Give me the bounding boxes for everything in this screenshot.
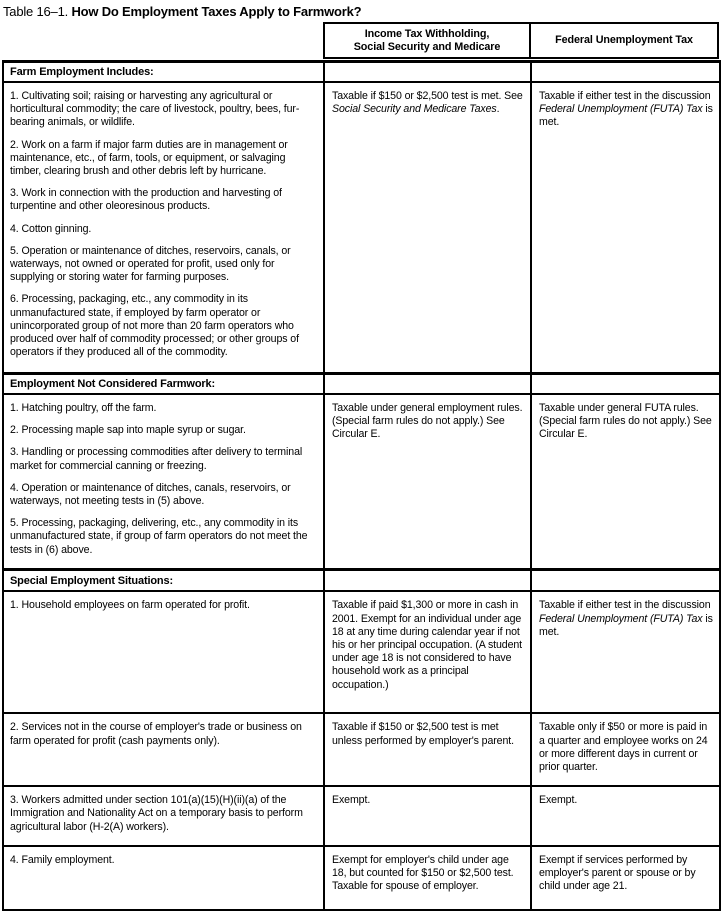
farmwork-item: 6. Processing, packaging, etc., any commodity in its unmanufactured state, if employed by farm operator or unincorporated group of not more than 20 farm operators who produced over half of commodity processed; or other groups of operators if they produced all of the commodity. xyxy=(10,293,299,359)
section-header-row-not-farmwork xyxy=(3,373,720,394)
section-header-not-farmwork: Employment Not Considered Farmwork: xyxy=(3,373,324,394)
farmwork-description-cell xyxy=(3,846,324,910)
farmwork-item: 4. Family employment. xyxy=(10,853,115,866)
empty-cell xyxy=(324,569,531,591)
page xyxy=(0,4,721,911)
cell-text-italic: Federal Unemployment (FUTA) Tax xyxy=(539,103,703,116)
empty-cell xyxy=(531,373,720,394)
futa-cell xyxy=(531,786,720,846)
column-header-futa xyxy=(531,24,717,57)
farmwork-item: 3. Workers admitted under section 101(a)(15)(H)(ii)(a) of the Immigration and Nationality Act on a temporary basis to perform agricultural labor (H-2(A) workers). xyxy=(10,794,303,833)
cell-text-part: . xyxy=(496,103,500,116)
farmwork-description-cell xyxy=(3,786,324,846)
cell-text: Taxable only if $50 or more is paid in a quarter and employee works on 24 or more different days in current or prior quarter. xyxy=(539,721,708,773)
table-number: Table 16–1. xyxy=(3,4,69,19)
cell-text: Exempt if services performed by employer's parent or spouse or by child under age 21. xyxy=(539,853,696,893)
cell-text: Exempt. xyxy=(332,794,371,807)
table-title xyxy=(3,4,721,19)
farmwork-item: 3. Work in connection with the production and harvesting of turpentine and other oleoresinous products. xyxy=(10,187,282,213)
column-header-row xyxy=(323,22,719,59)
income-tax-cell xyxy=(324,394,531,569)
farmwork-item: 2. Services not in the course of employer's trade or business on farm operated for profit (cash payments only). xyxy=(10,721,302,747)
section-header-special-situations: Special Employment Situations: xyxy=(3,569,324,591)
table-row xyxy=(3,82,720,373)
cell-text-part: Taxable if $150 or $2,500 test is met. See xyxy=(332,90,523,102)
farmwork-item: 1. Household employees on farm operated for profit. xyxy=(10,599,250,612)
table-title-text: How Do Employment Taxes Apply to Farmwork? xyxy=(71,4,362,19)
income-tax-cell xyxy=(324,786,531,846)
cell-text-italic: Social Security and Medicare Taxes xyxy=(332,103,497,116)
cell-text-italic: Federal Unemployment (FUTA) Tax xyxy=(539,612,703,625)
farmwork-description-cell xyxy=(3,394,324,569)
cell-text-part: Taxable if either test in the discussion xyxy=(539,90,711,102)
income-tax-cell xyxy=(324,82,531,373)
cell-text: Exempt. xyxy=(539,794,578,807)
cell-text-part: is met. xyxy=(539,612,713,638)
section-header-row-farm-employment xyxy=(3,62,720,83)
section-header-farm-employment: Farm Employment Includes: xyxy=(3,62,324,83)
empty-cell xyxy=(531,569,720,591)
income-tax-cell xyxy=(324,846,531,910)
table-row xyxy=(3,591,720,713)
cell-text: Taxable under general employment rules. (Special farm rules do not apply.) See Circular E. xyxy=(332,402,523,441)
column-header-futa-line1: Federal Unemployment Tax xyxy=(555,34,693,46)
futa-cell xyxy=(531,82,720,373)
cell-text: Taxable under general FUTA rules. (Special farm rules do not apply.) See Circular E. xyxy=(539,402,712,441)
cell-text: Exempt for employer's child under age 18, but counted for $150 or $2,500 test. Taxable for spouse of employer. xyxy=(332,853,514,893)
farmwork-item: 5. Processing, packaging, delivering, etc., any commodity in its unmanufactured state, if group of farm operators do not meet the tests in (6) above. xyxy=(10,517,308,556)
farmwork-description-cell xyxy=(3,591,324,713)
column-header-income-tax-line2: Social Security and Medicare xyxy=(353,40,501,53)
cell-text xyxy=(539,90,713,130)
table-row xyxy=(3,786,720,846)
cell-text: Taxable if paid $1,300 or more in cash in 2001. Exempt for an individual under age 18 at any time during calendar year if not his or her principal occupation. (A student under age 18 is not considered to have household work as a principal occupation.) xyxy=(332,599,523,691)
column-header-income-tax xyxy=(325,24,531,57)
cell-text xyxy=(539,599,713,639)
farmwork-item: 2. Work on a farm if major farm duties are in management or maintenance, etc., of farm, tools, or equipment, or salvaging timber, clearing brush and other debris left by hurricane. xyxy=(10,138,288,178)
table-row xyxy=(3,846,720,910)
income-tax-cell xyxy=(324,591,531,713)
farmwork-item: 3. Handling or processing commodities after delivery to terminal market for commercial canning or freezing. xyxy=(10,446,303,472)
empty-cell xyxy=(324,62,531,83)
empty-cell xyxy=(531,62,720,83)
futa-cell xyxy=(531,713,720,786)
cell-text-part: is met. xyxy=(539,103,713,129)
farmwork-description-cell xyxy=(3,713,324,786)
farmwork-item: 4. Cotton ginning. xyxy=(10,222,92,235)
employment-tax-table xyxy=(2,60,721,911)
column-header-income-tax-line1: Income Tax Withholding, xyxy=(364,27,490,40)
cell-text: Taxable if $150 or $2,500 test is met unless performed by employer's parent. xyxy=(332,721,514,747)
cell-text-part: Taxable if either test in the discussion xyxy=(539,599,711,612)
table-row xyxy=(3,394,720,569)
futa-cell xyxy=(531,394,720,569)
income-tax-cell xyxy=(324,713,531,786)
farmwork-description-cell xyxy=(3,82,324,373)
empty-cell xyxy=(324,373,531,394)
farmwork-item: 1. Cultivating soil; raising or harvesting any agricultural or horticultural commodity; the care of livestock, poultry, bees, fur-bearing animals, or wildlife. xyxy=(10,90,300,129)
section-header-row-special-situations xyxy=(3,569,720,591)
farmwork-item: 2. Processing maple sap into maple syrup or sugar. xyxy=(10,424,246,437)
farmwork-item: 1. Hatching poultry, off the farm. xyxy=(10,402,157,414)
futa-cell xyxy=(531,591,720,713)
cell-text xyxy=(332,90,524,116)
futa-cell xyxy=(531,846,720,910)
farmwork-item: 5. Operation or maintenance of ditches, reservoirs, canals, or waterways, not owned or operated for profit, used only for supplying or storing water for farming purposes. xyxy=(10,244,291,284)
table-row xyxy=(3,713,720,786)
farmwork-item: 4. Operation or maintenance of ditches, canals, reservoirs, or waterways, not meeting tests in (5) above. xyxy=(10,481,291,508)
